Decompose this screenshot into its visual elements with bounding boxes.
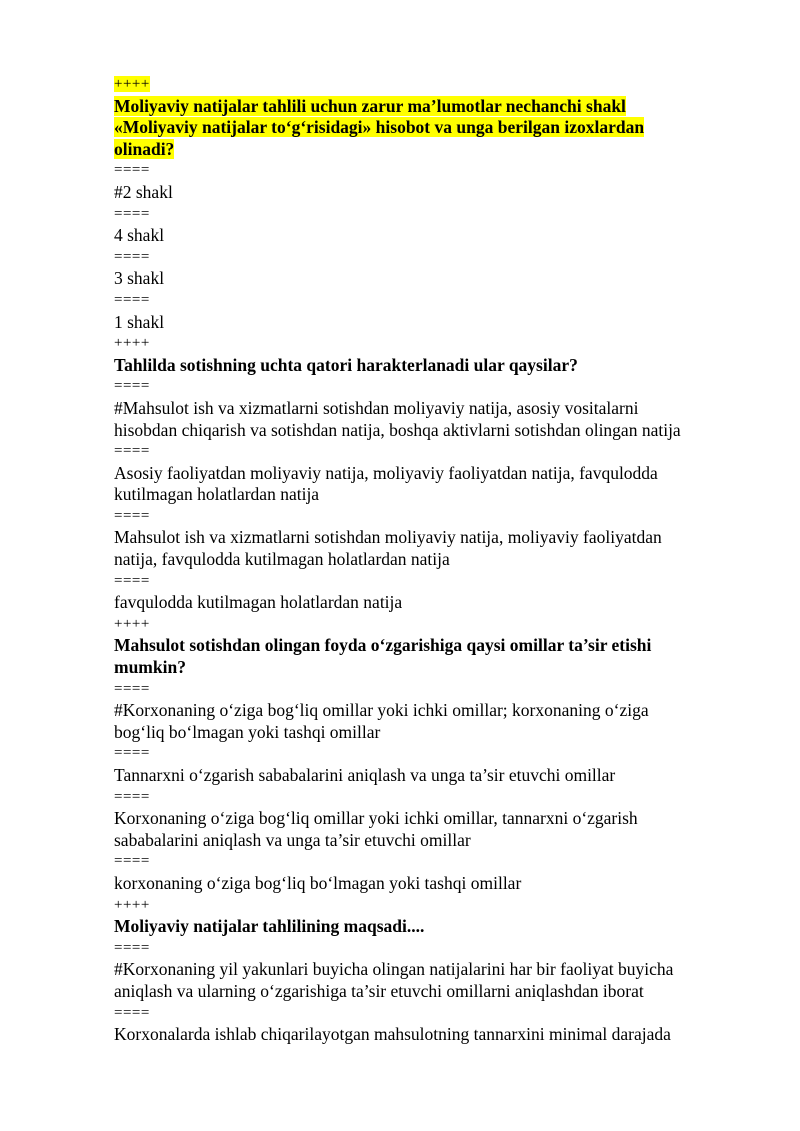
line-text: korxonaning o‘ziga bog‘liq bo‘lmagan yoki tashqi omillar xyxy=(114,872,522,893)
separator-text: ==== xyxy=(114,443,150,460)
answer-line xyxy=(114,398,734,420)
answer-separator xyxy=(114,743,734,765)
line-text: Mahsulot ish va xizmatlarni sotishdan moliyaviy natija, moliyaviy faoliyatdan xyxy=(114,527,662,548)
answer-option xyxy=(114,312,734,334)
document-page xyxy=(114,74,734,1046)
answer-option xyxy=(114,225,734,247)
line-text: sababalarini aniqlash va unga ta’sir etuvchi omillar xyxy=(114,829,471,850)
answer-option xyxy=(114,182,734,204)
separator-text: ==== xyxy=(114,853,150,870)
answer-option xyxy=(114,700,734,743)
answer-option xyxy=(114,463,734,506)
question-line xyxy=(114,117,734,139)
question-separator xyxy=(114,895,734,917)
answer-line xyxy=(114,225,734,247)
line-text: 1 shakl xyxy=(114,311,165,332)
answer-separator xyxy=(114,571,734,593)
separator-text: ++++ xyxy=(114,896,150,913)
question-text xyxy=(114,355,734,377)
answer-line xyxy=(114,182,734,204)
line-text: Asosiy faoliyatdan moliyaviy natija, moliyaviy faoliyatdan natija, favqulodda xyxy=(114,462,658,483)
line-text: natija, favqulodda kutilmagan holatlardan natija xyxy=(114,549,450,570)
question-separator xyxy=(114,614,734,636)
answer-line xyxy=(114,1024,734,1046)
question-line xyxy=(114,355,734,377)
separator-text: ==== xyxy=(114,291,150,308)
line-text: favqulodda kutilmagan holatlardan natija xyxy=(114,592,403,613)
separator-text: ==== xyxy=(114,745,150,762)
separator-text: ++++ xyxy=(114,335,150,352)
answer-option xyxy=(114,959,734,1002)
answer-line xyxy=(114,268,734,290)
answer-line xyxy=(114,484,734,506)
answer-line xyxy=(114,420,734,442)
line-text: mumkin? xyxy=(114,657,186,678)
line-text: #Korxonaning o‘ziga bog‘liq omillar yoki ichki omillar; korxonaning o‘ziga xyxy=(114,700,649,721)
separator-text: ++++ xyxy=(114,615,150,632)
line-text: Moliyaviy natijalar tahlili uchun zarur ma’lumotlar nechanchi shakl xyxy=(114,95,626,116)
question-text xyxy=(114,635,734,678)
question-line xyxy=(114,635,734,657)
line-text: 4 shakl xyxy=(114,225,165,246)
answer-line xyxy=(114,959,734,981)
answer-separator xyxy=(114,938,734,960)
answer-option xyxy=(114,527,734,570)
line-text: #2 shakl xyxy=(114,181,173,202)
line-text: bog‘liq bo‘lmagan yoki tashqi omillar xyxy=(114,721,381,742)
answer-separator xyxy=(114,787,734,809)
question-separator xyxy=(114,74,734,96)
answer-line xyxy=(114,527,734,549)
question-text xyxy=(114,916,734,938)
answer-line xyxy=(114,830,734,852)
line-text: Tannarxni o‘zgarish sababalarini aniqlash va unga ta’sir etuvchi omillar xyxy=(114,765,616,785)
question-line xyxy=(114,96,734,118)
answer-line xyxy=(114,592,734,614)
answer-option xyxy=(114,592,734,614)
answer-separator xyxy=(114,247,734,269)
line-text: #Korxonaning yil yakunlari buyicha olingan natijalarini har bir faoliyat buyicha xyxy=(114,959,674,980)
line-text: 3 shakl xyxy=(114,268,165,289)
line-text: Korxonalarda ishlab chiqarilayotgan mahsulotning tannarxini minimal darajada xyxy=(114,1024,671,1045)
answer-line xyxy=(114,981,734,1003)
answer-line xyxy=(114,808,734,830)
answer-line xyxy=(114,700,734,722)
answer-option xyxy=(114,398,734,441)
answer-line xyxy=(114,722,734,744)
answer-separator xyxy=(114,1003,734,1025)
question-line xyxy=(114,139,734,161)
question-separator xyxy=(114,333,734,355)
separator-text: ==== xyxy=(114,378,150,395)
answer-option xyxy=(114,808,734,851)
question-line xyxy=(114,916,734,938)
line-text: Mahsulot sotishdan olingan foyda o‘zgarishiga qaysi omillar ta’sir etishi xyxy=(114,635,652,656)
line-text: aniqlash va ularning o‘zgarishiga ta’sir etuvchi omillarni aniqlashdan iborat xyxy=(114,980,644,1001)
answer-separator xyxy=(114,376,734,398)
answer-separator xyxy=(114,679,734,701)
answer-option xyxy=(114,765,734,787)
line-text: #Mahsulot ish va xizmatlarni sotishdan moliyaviy natija, asosiy vositalarni xyxy=(114,397,639,418)
separator-text: ==== xyxy=(114,248,150,265)
separator-text: ==== xyxy=(114,1004,150,1021)
answer-line xyxy=(114,765,734,787)
separator-text: ==== xyxy=(114,939,150,956)
line-text: olinadi? xyxy=(114,138,175,159)
separator-text: ==== xyxy=(114,507,150,524)
answer-separator xyxy=(114,160,734,182)
line-text: Moliyaviy natijalar tahlilining maqsadi.... xyxy=(114,916,425,937)
separator-text: ==== xyxy=(114,788,150,805)
line-text: hisobdan chiqarish va sotishdan natija, boshqa aktivlarni sotishdan olingan natija xyxy=(114,419,681,440)
answer-option xyxy=(114,873,734,895)
separator-text: ==== xyxy=(114,205,150,222)
separator-text: ==== xyxy=(114,680,150,697)
answer-separator xyxy=(114,204,734,226)
separator-text: ++++ xyxy=(114,76,150,92)
line-text: Tahlilda sotishning uchta qatori harakterlanadi ular qaysilar? xyxy=(114,354,578,375)
line-text: kutilmagan holatlardan natija xyxy=(114,484,320,505)
line-text: «Moliyaviy natijalar to‘g‘risidagi» hisobot va unga berilgan izoxlardan xyxy=(114,117,645,138)
answer-line xyxy=(114,312,734,334)
line-text: Korxonaning o‘ziga bog‘liq omillar yoki ichki omillar, tannarxni o‘zgarish xyxy=(114,808,638,829)
question-text xyxy=(114,96,734,161)
answer-line xyxy=(114,463,734,485)
answer-separator xyxy=(114,506,734,528)
answer-line xyxy=(114,873,734,895)
separator-text: ==== xyxy=(114,162,150,179)
question-line xyxy=(114,657,734,679)
answer-option xyxy=(114,1024,734,1046)
answer-separator xyxy=(114,441,734,463)
answer-option xyxy=(114,268,734,290)
answer-line xyxy=(114,549,734,571)
answer-separator xyxy=(114,290,734,312)
separator-text: ==== xyxy=(114,572,150,589)
answer-separator xyxy=(114,851,734,873)
